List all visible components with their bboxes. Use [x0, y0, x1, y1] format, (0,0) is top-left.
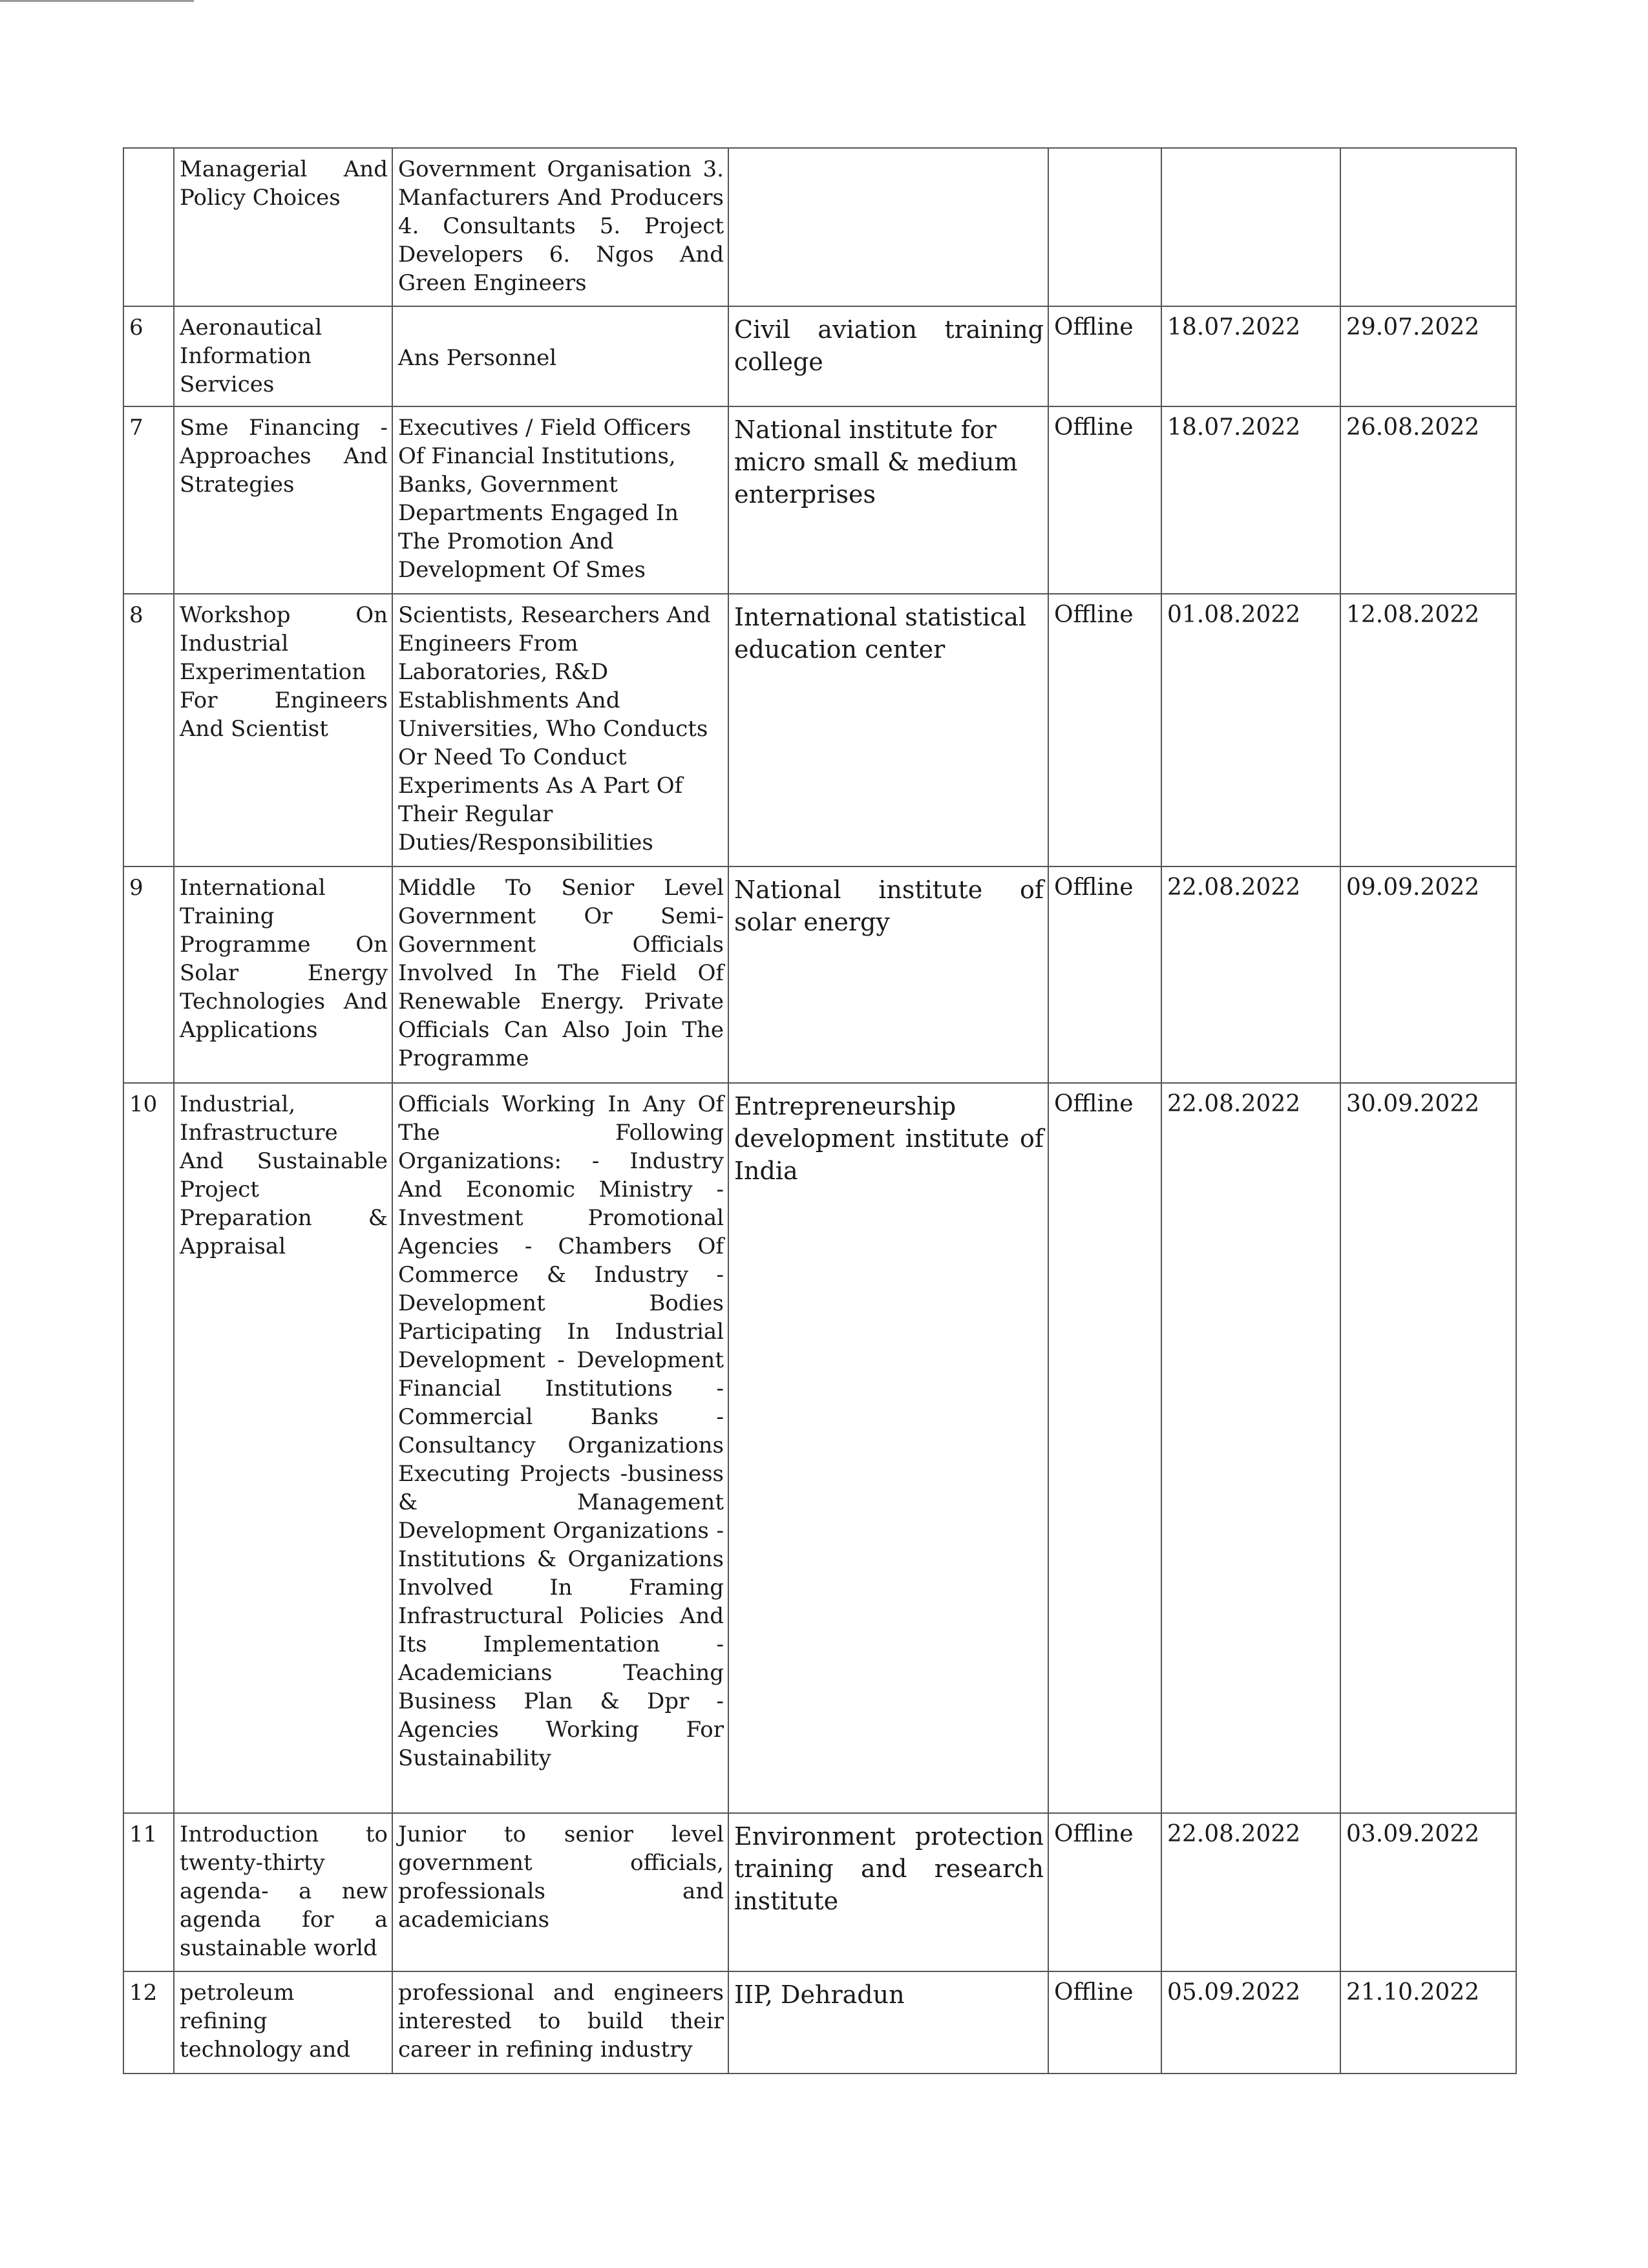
cell-no: 12	[123, 1971, 174, 2074]
cell-target-group: Middle To Senior Level Government Or Semi-Government Officials Involved In The Field Of Renewable Energy. Private Officials Can Also Join The Programme	[392, 866, 728, 1083]
table-row	[123, 866, 1516, 1083]
cell-target-group: professional and engineers interested to build their career in refining industry	[392, 1971, 728, 2074]
cell-start-date	[1161, 148, 1340, 306]
courses-table	[123, 147, 1517, 2074]
cell-institute: National institute for micro small & medium enterprises	[728, 406, 1048, 594]
cell-target-group: Scientists, Researchers And Engineers From Laboratories, R&D Establishments And Universities, Who Conducts Or Need To Conduct Experiments As A Part Of Their Regular Duties/Responsibilities	[392, 594, 728, 866]
cell-course-title: Introduction to twenty-thirty agenda- a new agenda for a sustainable world	[174, 1813, 392, 1971]
cell-institute: Civil aviation training college	[728, 306, 1048, 406]
cell-no: 9	[123, 866, 174, 1083]
cell-end-date	[1340, 148, 1516, 306]
cell-mode: Offline	[1048, 1813, 1161, 1971]
cell-mode	[1048, 148, 1161, 306]
cell-institute: IIP, Dehradun	[728, 1971, 1048, 2074]
cell-institute: National institute of solar energy	[728, 866, 1048, 1083]
cell-start-date: 05.09.2022	[1161, 1971, 1340, 2074]
cell-end-date: 12.08.2022	[1340, 594, 1516, 866]
cell-target-group: Government Organisation 3. Manfacturers And Producers 4. Consultants 5. Project Developers 6. Ngos And Green Engineers	[392, 148, 728, 306]
cell-start-date: 22.08.2022	[1161, 1083, 1340, 1813]
cell-institute: Environment protection training and research institute	[728, 1813, 1048, 1971]
table-row	[123, 594, 1516, 866]
cell-no: 11	[123, 1813, 174, 1971]
cell-end-date: 21.10.2022	[1340, 1971, 1516, 2074]
cell-institute	[728, 148, 1048, 306]
cell-start-date: 22.08.2022	[1161, 1813, 1340, 1971]
cell-course-title: Managerial And Policy Choices	[174, 148, 392, 306]
cell-mode: Offline	[1048, 1971, 1161, 2074]
cell-no: 8	[123, 594, 174, 866]
cell-end-date: 26.08.2022	[1340, 406, 1516, 594]
cell-end-date: 29.07.2022	[1340, 306, 1516, 406]
cell-end-date: 03.09.2022	[1340, 1813, 1516, 1971]
cell-course-title: petroleum refining technology and	[174, 1971, 392, 2074]
cell-end-date: 09.09.2022	[1340, 866, 1516, 1083]
table-row	[123, 1813, 1516, 1971]
cell-mode: Offline	[1048, 594, 1161, 866]
table-row	[123, 306, 1516, 406]
cell-institute: Entrepreneurship development institute of India	[728, 1083, 1048, 1813]
cell-course-title: Sme Financing - Approaches And Strategies	[174, 406, 392, 594]
cell-start-date: 22.08.2022	[1161, 866, 1340, 1083]
cell-course-title: Aeronautical Information Services	[174, 306, 392, 406]
cell-start-date: 18.07.2022	[1161, 306, 1340, 406]
table-row	[123, 1971, 1516, 2074]
cell-no: 10	[123, 1083, 174, 1813]
cell-course-title: Industrial, Infrastructure And Sustainable Project Preparation & Appraisal	[174, 1083, 392, 1813]
cell-mode: Offline	[1048, 306, 1161, 406]
table-row	[123, 1083, 1516, 1813]
cell-no: 6	[123, 306, 174, 406]
cell-course-title: International Training Programme On Solar Energy Technologies And Applications	[174, 866, 392, 1083]
cell-start-date: 01.08.2022	[1161, 594, 1340, 866]
cell-start-date: 18.07.2022	[1161, 406, 1340, 594]
table-row	[123, 406, 1516, 594]
cell-target-group: Ans Personnel	[392, 306, 728, 406]
cell-target-group: Officials Working In Any Of The Following Organizations: - Industry And Economic Ministry - Investment Promotional Agencies - Chambers Of Commerce & Industry - Development Bodies Participating In Industrial Development - Development Financial Institutions - Commercial Banks - Consultancy Organizations Executing Projects -business & Management Development Organizations - Institutions & Organizations Involved In Framing Infrastructural Policies And Its Implementation - Academicians Teaching Business Plan & Dpr - Agencies Working For Sustainability	[392, 1083, 728, 1813]
cell-institute: International statistical education center	[728, 594, 1048, 866]
cell-end-date: 30.09.2022	[1340, 1083, 1516, 1813]
cell-target-group: Executives / Field Officers Of Financial Institutions, Banks, Government Departments Engaged In The Promotion And Development Of Smes	[392, 406, 728, 594]
cell-course-title: Workshop On Industrial Experimentation For Engineers And Scientist	[174, 594, 392, 866]
cell-no	[123, 148, 174, 306]
cell-no: 7	[123, 406, 174, 594]
table-row	[123, 148, 1516, 306]
scan-edge-line	[0, 0, 194, 2]
cell-mode: Offline	[1048, 406, 1161, 594]
cell-target-group: Junior to senior level government officials, professionals and academicians	[392, 1813, 728, 1971]
cell-mode: Offline	[1048, 1083, 1161, 1813]
cell-mode: Offline	[1048, 866, 1161, 1083]
